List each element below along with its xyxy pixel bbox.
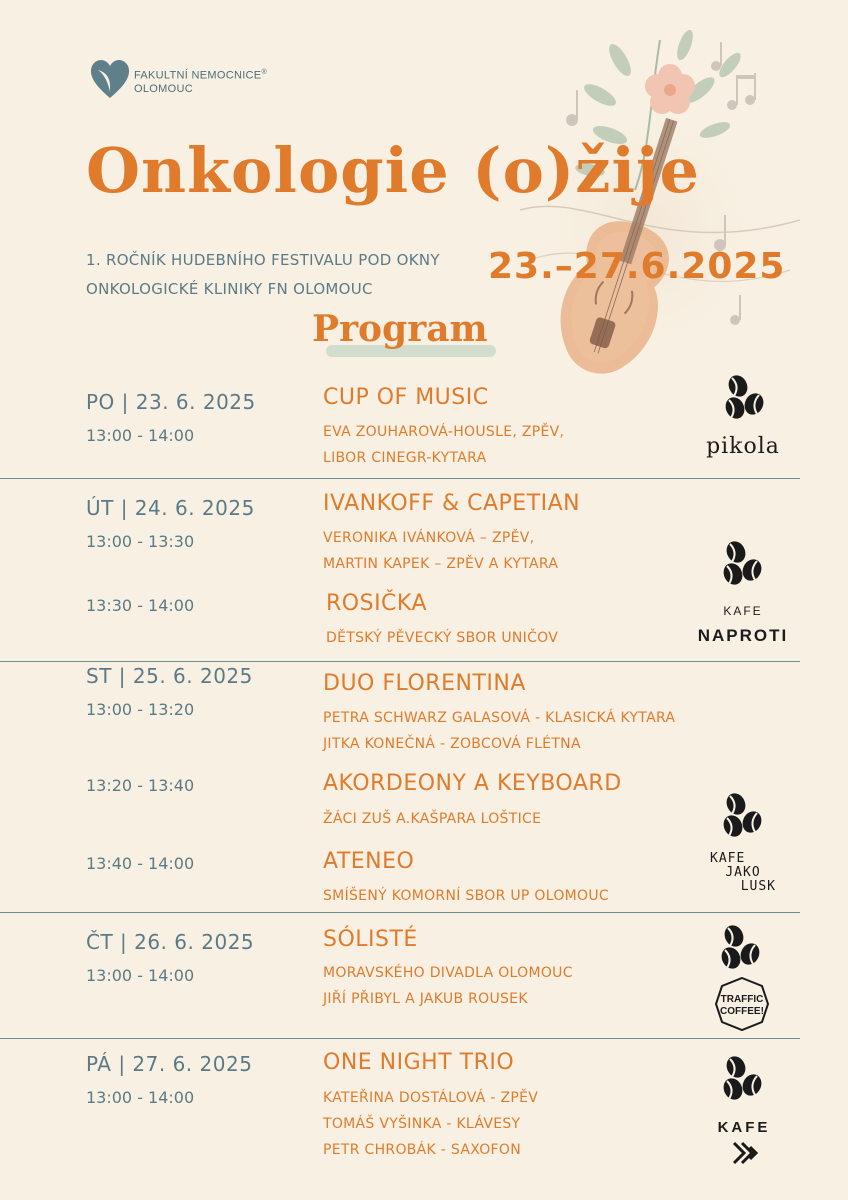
- performer-line: PETR CHROBÁK - SAXOFON: [323, 1142, 521, 1158]
- sponsor-kafe-jako-lusk: [700, 790, 790, 900]
- performers: [326, 625, 558, 651]
- sponsor-pikola: [700, 372, 790, 467]
- performer-line: LIBOR CINEGR-KYTARA: [323, 450, 487, 466]
- sponsor-line: JAKO: [725, 865, 761, 880]
- sponsor-line: KAFE: [723, 604, 763, 618]
- day-heading: ČT | 26. 6. 2025: [86, 930, 255, 954]
- performers: [323, 883, 609, 909]
- sponsor-line: TRAFFIC: [720, 994, 764, 1005]
- performer-line: JITKA KONEČNÁ - ZOBCOVÁ FLÉTNA: [323, 736, 581, 752]
- sponsor-traffic-coffee: [704, 924, 784, 1034]
- coffee-beans-icon: [722, 374, 768, 422]
- sponsor-line: LUSK: [740, 879, 776, 894]
- hospital-logo: [88, 56, 268, 102]
- day-heading: ÚT | 24. 6. 2025: [86, 496, 255, 520]
- performer-line: PETRA SCHWARZ GALASOVÁ - KLASICKÁ KYTARA: [323, 710, 676, 726]
- logo-registered: ®: [261, 69, 267, 76]
- divider: [0, 912, 800, 913]
- divider: [0, 478, 800, 479]
- sponsor-name: KAFE: [717, 1119, 771, 1136]
- act-name: ONE NIGHT TRIO: [323, 1050, 515, 1075]
- act-name: DUO FLORENTINA: [323, 671, 526, 696]
- performers: [323, 806, 541, 832]
- performer-line: EVA ZOUHAROVÁ-HOUSLE, ZPĚV,: [323, 424, 565, 440]
- performer-line: DĚTSKÝ PĚVECKÝ SBOR UNIČOV: [326, 630, 559, 646]
- performers: [323, 960, 573, 1012]
- sponsor-line: COFFEE!: [720, 1006, 764, 1017]
- slot-time: 13:00 - 14:00: [86, 966, 195, 985]
- performer-line: TOMÁŠ VYŠINKA - KLÁVESY: [323, 1116, 521, 1132]
- logo-line2: OLOMOUC: [134, 82, 193, 95]
- festival-subtitle: [86, 246, 440, 304]
- divider: [0, 1038, 800, 1039]
- sponsor-line: KAFE: [710, 851, 746, 866]
- act-name: CUP OF MUSIC: [323, 385, 489, 410]
- coffee-beans-icon: [720, 1055, 766, 1103]
- divider: [0, 661, 800, 662]
- sponsor-line: NAPROTI: [697, 626, 789, 645]
- slot-time: 13:00 - 13:30: [86, 532, 195, 551]
- violin-illustration: [500, 20, 820, 410]
- performer-line: MORAVSKÉHO DIVADLA OLOMOUC: [323, 965, 573, 981]
- act-name: ATENEO: [323, 849, 415, 874]
- page-title: Onkologie (o)žije: [86, 134, 700, 207]
- program-heading: Program: [312, 308, 488, 350]
- act-name: ROSIČKA: [326, 591, 428, 616]
- performers: [323, 1085, 538, 1163]
- performers: [323, 705, 675, 757]
- sponsor-kafe-naproti: [690, 538, 800, 648]
- slot-time: 13:40 - 14:00: [86, 854, 195, 873]
- act-name: SÓLISTÉ: [323, 927, 418, 952]
- coffee-beans-icon: [720, 540, 766, 588]
- logo-line1: FAKULTNÍ NEMOCNICE: [134, 69, 262, 82]
- performers: [323, 419, 564, 471]
- performer-line: VERONIKA IVÁNKOVÁ – ZPĚV,: [323, 530, 535, 546]
- subtitle-line2: ONKOLOGICKÉ KLINIKY FN OLOMOUC: [86, 280, 373, 298]
- performer-line: KATEŘINA DOSTÁLOVÁ - ZPĚV: [323, 1090, 539, 1106]
- coffee-beans-icon: [718, 924, 764, 972]
- performers: [323, 525, 558, 577]
- sponsor-wordmark: [710, 852, 776, 894]
- sponsor-name: pikola: [706, 434, 780, 459]
- slot-time: 13:00 - 14:00: [86, 1088, 195, 1107]
- performer-line: SMÍŠENÝ KOMORNÍ SBOR UP OLOMOUC: [323, 888, 609, 904]
- act-name: AKORDEONY A KEYBOARD: [323, 771, 622, 796]
- sponsor-kafe: [704, 1055, 784, 1170]
- slot-time: 13:00 - 14:00: [86, 426, 195, 445]
- act-name: IVANKOFF & CAPETIAN: [323, 491, 581, 516]
- day-heading: PÁ | 27. 6. 2025: [86, 1052, 253, 1076]
- subtitle-line1: 1. ROČNÍK HUDEBNÍHO FESTIVALU POD OKNY: [86, 251, 440, 269]
- performer-line: MARTIN KAPEK – ZPĚV A KYTARA: [323, 556, 559, 572]
- day-heading: ST | 25. 6. 2025: [86, 664, 253, 688]
- geometric-mark-icon: [730, 1141, 758, 1165]
- slot-time: 13:00 - 13:20: [86, 700, 195, 719]
- heart-logo-icon: [88, 56, 132, 100]
- slot-time: 13:30 - 14:00: [86, 596, 195, 615]
- performer-line: ŽÁCI ZUŠ A.KAŠPARA LOŠTICE: [323, 811, 542, 827]
- slot-time: 13:20 - 13:40: [86, 776, 195, 795]
- coffee-beans-icon: [720, 792, 766, 840]
- festival-dates: 23.–27.6.2025: [488, 246, 786, 287]
- performer-line: JIŘÍ PŘIBYL A JAKUB ROUSEK: [323, 991, 528, 1007]
- day-heading: PO | 23. 6. 2025: [86, 390, 256, 414]
